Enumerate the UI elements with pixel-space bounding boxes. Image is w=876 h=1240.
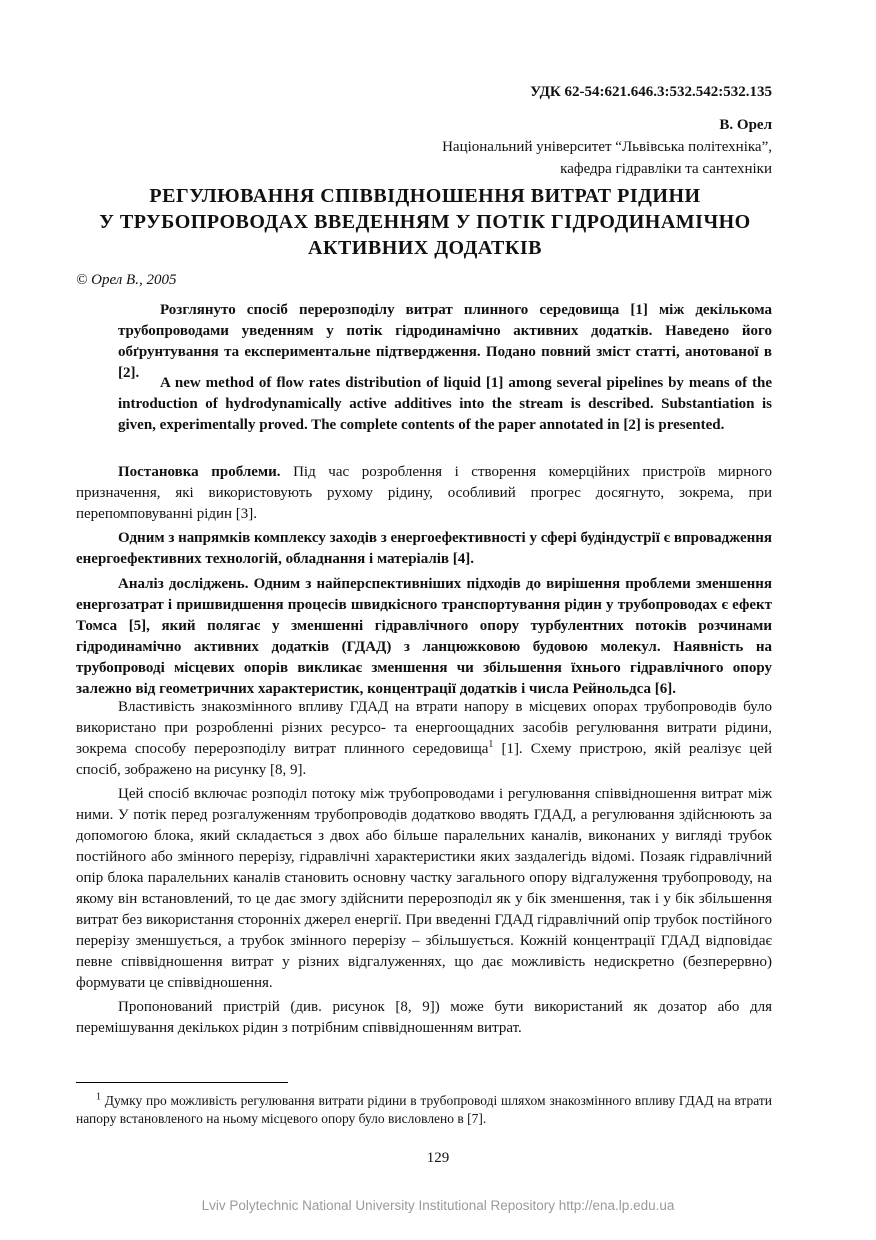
paragraph-method: Цей спосіб включає розподіл потоку між трубопроводами і регулювання співвідношення витрат між ними. У потік перед розгалуженням трубопроводів додатково вводять ГДАД, а регулювання здійснюють за допомогою блока, який складається з двох або більше паралельних каналів, виконаних у вигляді трубок постійного або змінного перерізу, гідравлічні характеристики яких заздалегідь відомі. Позаяк гідравлічний опір блока паралельних каналів становить основну частку загального опору відгалуження трубопроводу, на якому він встановлений, то це дає змогу здійснити перерозподіл як у бік зменшення, так і у бік збільшення витрат без використання сторонніх джерел енергії. При введенні ГДАД гідравлічний опір трубок постійного перерізу зменшується, а трубок змінного перерізу – збільшується. Кожній концентрації ГДАД відповідає певне співвідношення витрат у різних відгалуженнях, що дає можливість недискретно (безперервно) формувати це співвідношення. bbox=[76, 786, 772, 991]
analysis-heading: Аналіз досліджень. bbox=[118, 576, 249, 592]
abstract-en-text: A new method of flow rates distribution of liquid [1] among several pipelines by means of the introduction of hydrodynamically active additives into the stream is described. Substantiation is given, experimentally proved. The complete contents of the paper annotated in [2] is presented. bbox=[118, 375, 772, 433]
problem-text: Під час розроблення і створення комерційних пристроїв мирного призначення, які використовують рухому рідину, особливий прогрес досягнуто, зокрема, при перепомповуванні рідин [3]. bbox=[76, 464, 772, 522]
title-line-1: РЕГУЛЮВАННЯ СПІВВІДНОШЕННЯ ВИТРАТ РІДИНИ bbox=[149, 185, 701, 207]
title-line-3: АКТИВНИХ ДОДАТКІВ bbox=[308, 237, 542, 259]
abstract-ukrainian bbox=[118, 300, 772, 384]
section-analysis bbox=[76, 574, 772, 700]
energy-efficiency-text: Одним з напрямків комплексу заходів з енергоефективності у сфері будіндустрії є впровадження енергоефективних технологій, обладнання і матеріалів [4]. bbox=[76, 530, 772, 567]
section-problem bbox=[76, 462, 772, 525]
footnote-ref: 1 bbox=[488, 739, 494, 750]
repository-footer: Lviv Polytechnic National University Institutional Repository http://ena.lp.edu.ua bbox=[201, 1198, 675, 1213]
page-number: 129 bbox=[426, 1150, 450, 1166]
udk-code: УДК 62-54:621.646.3:532.542:532.135 bbox=[530, 84, 772, 100]
affiliation-department: кафедра гідравліки та сантехніки bbox=[560, 161, 772, 177]
energy-efficiency-paragraph bbox=[76, 528, 772, 570]
paragraph-property bbox=[76, 697, 772, 781]
paragraph-property-text-a: Властивість знакозмінного впливу ГДАД на втрати напору в місцевих опорах трубопроводів було використано при розробленні різних ресурсо- та енергоощадних засобів регулювання витрати рідини, зокрема способу перерозподілу витрат плинного середовища bbox=[76, 699, 772, 757]
abstract-ua-text: Розглянуто спосіб перерозподілу витрат плинного середовища [1] між декількома трубопроводами уведенням у потік гідродинамічно активних додатків. Наведено його обґрунтування та експериментальне підтвердження. Подано повний зміст статті, анотованої в [2]. bbox=[118, 302, 772, 381]
footnote-mark: 1 bbox=[96, 1091, 101, 1103]
analysis-text: Одним з найперспективніших підходів до вирішення проблеми зменшення енергозатрат і пришвидшення процесів швидкісного транспортування рідин у трубопроводах є ефект Томса [5], який полягає у зменшенні гідравлічного опору турбулентних потоків розчинами гідродинамічно активних додатків (ГДАД) з ланцюжковою будовою молекул. Наявність на трубопроводі місцевих опорів викликає зменшення чи збільшення їхнього гідравлічного опору залежно від геометричних характеристик, концентрації додатків і числа Рейнольдса [6]. bbox=[76, 576, 773, 697]
analysis-paragraph bbox=[76, 574, 772, 700]
affiliation-university: Національний університет “Львівська політехніка”, bbox=[442, 139, 772, 155]
problem-heading: Постановка проблеми. bbox=[118, 464, 281, 480]
body-text bbox=[76, 697, 772, 1039]
title-line-2: У ТРУБОПРОВОДАХ ВВЕДЕННЯМ У ПОТІК ГІДРОДИНАМІЧНО bbox=[99, 211, 751, 233]
footnote-text bbox=[76, 1092, 772, 1128]
paper-title bbox=[60, 183, 790, 261]
author-affiliation bbox=[442, 136, 772, 180]
problem-paragraph bbox=[76, 462, 772, 525]
author-name: В. Орел bbox=[719, 117, 772, 133]
paragraph-property-text-b: [1]. Схему пристрою, якій реалізує цей спосіб, зображено на рисунку [8, 9]. bbox=[76, 741, 772, 778]
footnote-body: Думку про можливість регулювання витрати рідини в трубопроводі шляхом знакозмінного впливу ГДАД на втрати напору встановленого на ньому місцевого опору було висловлено в [7]. bbox=[76, 1093, 772, 1126]
paragraph-device: Пропонований пристрій (див. рисунок [8, 9]) може бути використаний як дозатор або для перемішування декількох рідин з потрібним співвідношенням витрат. bbox=[76, 999, 772, 1036]
copyright-notice: © Орел В., 2005 bbox=[76, 272, 177, 288]
abstract-english bbox=[118, 373, 772, 436]
footnote bbox=[76, 1092, 772, 1128]
footnote-divider bbox=[76, 1082, 288, 1083]
